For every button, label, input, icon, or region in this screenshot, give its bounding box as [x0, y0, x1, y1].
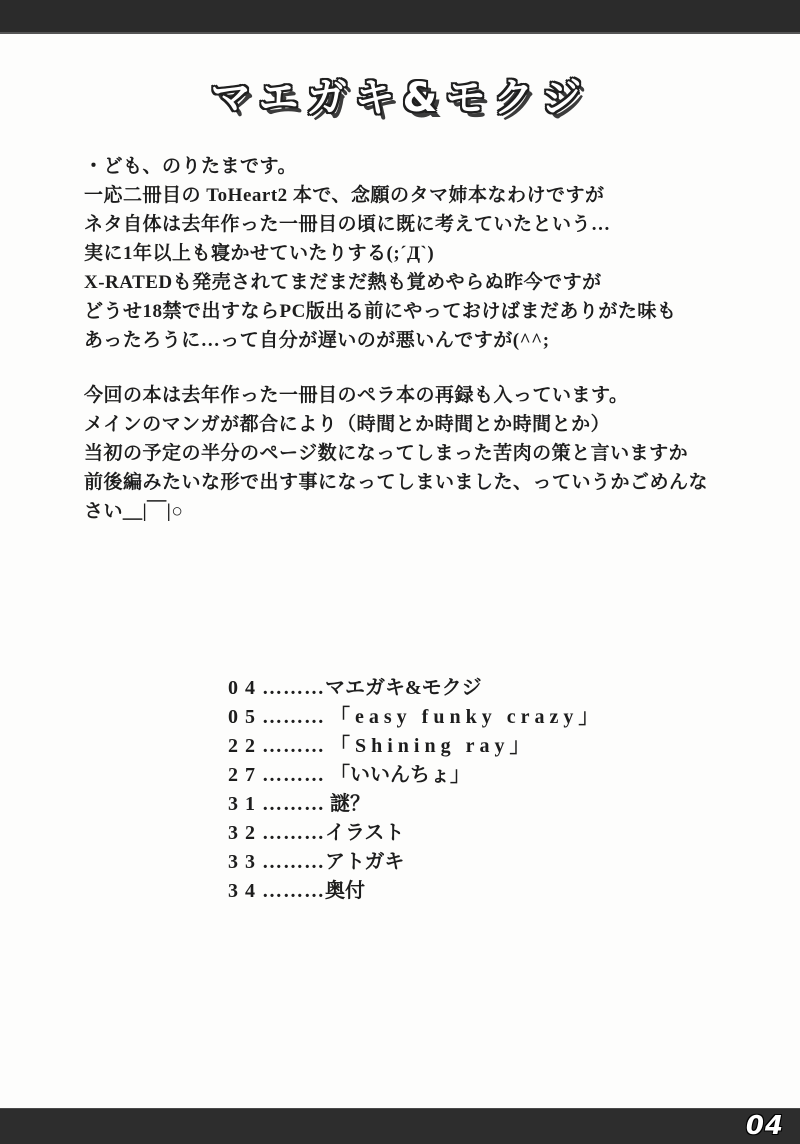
- toc-leader-dots: ………: [262, 822, 325, 844]
- toc-entry: [228, 877, 603, 906]
- foreword-line: 当初の予定の半分のページ数になってしまった苦肉の策と言いますか: [84, 443, 689, 464]
- table-of-contents: [228, 674, 603, 906]
- toc-page-number: 32: [228, 822, 262, 844]
- toc-entry: [228, 819, 603, 848]
- foreword-line: 今回の本は去年作った一冊目のペラ本の再録も入っています。: [84, 385, 629, 406]
- toc-entry-title: 謎？: [330, 793, 370, 815]
- toc-entry-title: イラスト: [325, 822, 405, 844]
- foreword-line: メインのマンガが都合により（時間とか時間とか時間とか）: [84, 414, 611, 435]
- toc-leader-dots: ………: [262, 735, 325, 757]
- toc-page-number: 33: [228, 851, 262, 873]
- toc-entry: [228, 732, 603, 761]
- toc-leader-dots: ………: [262, 793, 325, 815]
- foreword-line: 一応二冊目の ToHeart2 本で、念願のタマ姉本なわけですが: [84, 185, 605, 206]
- toc-entry-title: 「いいんちょ」: [330, 764, 470, 786]
- toc-entry-title: 「Shining ray」: [330, 735, 535, 757]
- toc-leader-dots: ………: [262, 880, 325, 902]
- foreword-line: X-RATEDも発売されてまだまだ熱も覚めやらぬ昨今ですが: [84, 272, 602, 293]
- toc-entry-title: アトガキ: [325, 851, 405, 873]
- toc-page-number: 27: [228, 764, 262, 786]
- page-number: 04: [745, 1111, 784, 1141]
- toc-leader-dots: ………: [262, 706, 325, 728]
- toc-entry-title: 「easy funky crazy」: [330, 706, 604, 728]
- toc-entry: [228, 761, 603, 790]
- toc-entry: [228, 703, 603, 732]
- toc-page-number: 05: [228, 706, 262, 728]
- toc-page-number: 31: [228, 793, 262, 815]
- foreword-line: 前後編みたいな形で出す事になってしまいました、っていうかごめんなさい＿|￣|○: [84, 472, 709, 522]
- foreword-line: 実に1年以上も寝かせていたりする(;´Д`): [84, 243, 435, 264]
- toc-leader-dots: ………: [262, 677, 325, 699]
- foreword-line: あったろうに…って自分が遅いのが悪いんですが(^^;: [84, 330, 550, 351]
- foreword-line: ネタ自体は去年作った一冊目の頃に既に考えていたという…: [84, 214, 611, 235]
- bottom-scan-band: [0, 1108, 800, 1144]
- toc-page-number: 04: [228, 677, 262, 699]
- toc-page-number: 22: [228, 735, 262, 757]
- toc-entry-title: 奥付: [325, 880, 365, 902]
- toc-leader-dots: ………: [262, 764, 325, 786]
- toc-entry: [228, 674, 603, 703]
- foreword-line: どうせ18禁で出すならPC版出る前にやっておけばまだありがた味も: [84, 301, 677, 322]
- toc-leader-dots: ………: [262, 851, 325, 873]
- foreword-text: [84, 152, 724, 526]
- page-title: マエガキ&モクジ: [210, 75, 590, 121]
- top-scan-band: [0, 0, 800, 34]
- toc-entry: [228, 848, 603, 877]
- toc-entry: [228, 790, 603, 819]
- foreword-line: ・ども、のりたまです。: [84, 156, 297, 177]
- foreword-paragraph-2: [84, 381, 724, 526]
- toc-page-number: 34: [228, 880, 262, 902]
- toc-entry-title: マエガキ&モクジ: [325, 677, 482, 699]
